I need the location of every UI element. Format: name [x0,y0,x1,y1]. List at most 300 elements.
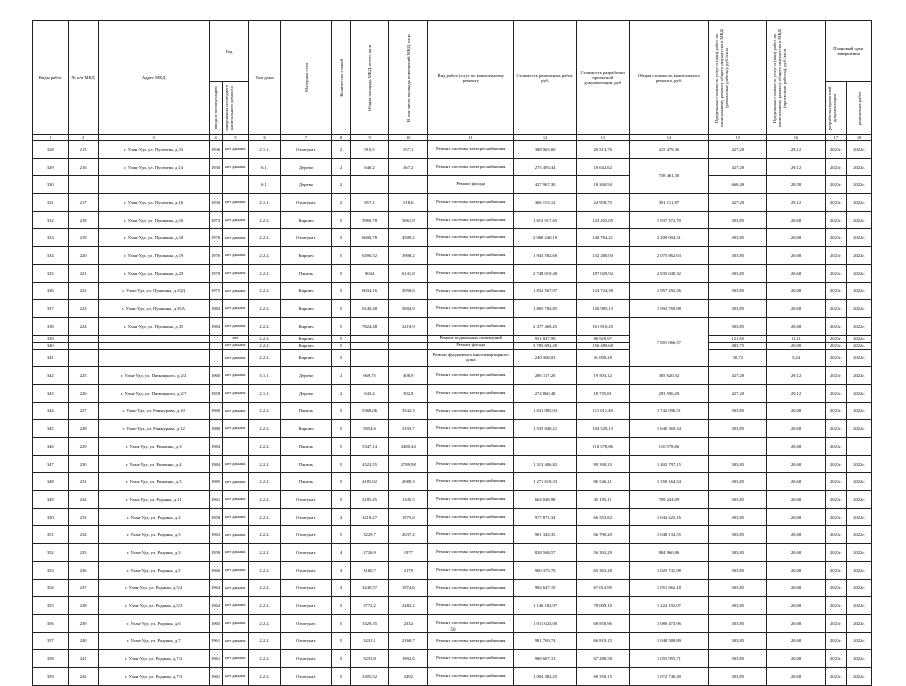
table-cell-pd: 78 009,10 [576,597,629,615]
table-cell-t: 2.2.2. [249,491,280,509]
table-cell-tot: 1 957 292,36 [629,282,709,300]
table-cell-d2: 2022г. [847,455,872,473]
table-cell-p: 3480,44 [389,438,428,456]
table-cell-l2: 20,68 [767,544,825,562]
table-cell-s: 640,2 [350,158,389,176]
table-cell-n: 231 [68,473,98,491]
table-cell-w: Ремонт системы электроснабжения [428,317,514,335]
table-cell-n: 240 [68,632,98,650]
column-number: 17 [825,135,847,141]
table-cell-l2: 20,68 [767,264,825,282]
table-cell-p: 2482,2 [389,597,428,615]
table-cell-y1: 1959 [209,544,222,562]
table-cell-pd: 24 958,75 [576,194,629,212]
table-cell-t: 2.2.2. [249,317,280,335]
table-cell-c: 1 011 623,00 [514,614,576,632]
table-cell-w: Ремонт системы электроснабжения [428,264,514,282]
table-cell-d2: 2022г. [847,384,872,402]
table-cell-w: Ремонт системы электроснабжения [428,473,514,491]
table-cell-d2: 2022г. [847,176,872,194]
table-cell-s: 643,4 [350,384,389,402]
table-cell-a: г. Улан-Удэ, ул. Пушкина, д.16 [98,211,209,229]
table-cell-f: 2 [332,367,350,385]
table-row [33,282,872,300]
table-cell-y2: нет данных [222,455,249,473]
table-cell-pd: 18 260,94 [576,176,629,194]
table-cell-d1: 2021г. [825,438,847,456]
table-cell-w: Ремонт системы электроснабжения [428,229,514,247]
table-cell-n: 229 [68,438,98,456]
table-cell-y2: нет данных [222,211,249,229]
table-cell-y1: 1964 [209,579,222,597]
table-cell-t: 2.2.2. [249,544,280,562]
table-cell-l2: 20,68 [767,508,825,526]
table-cell-d1: 2021г. [825,402,847,420]
col-header-year-commission: ввода в эксплуатацию [209,82,222,135]
table-cell-y2: нет данных [222,141,249,159]
table-cell-y2: нет данных [222,579,249,597]
table-cell-a: г. Улан-Удэ, ул. Ранжурова, д.10 [98,402,209,420]
table-cell-a: г. Улан-Удэ, ул. Родины, д.7 [98,632,209,650]
table-cell-c: 388 965,60 [514,141,576,159]
table-cell-a: г. Улан-Удэ, ул. Родины, д.5 [98,561,209,579]
table-cell-pd: 18 642,62 [576,158,629,176]
table-cell-w: Ремонт системы электроснабжения [428,632,514,650]
table-cell-f: 5 [332,229,350,247]
table-cell-w: Ремонт системы электроснабжения [428,579,514,597]
table-cell-a: г. Улан-Удэ, ул. Пушкина, д.35А [98,300,209,318]
table-cell-l1: 303,85 [709,300,767,318]
column-number: 16 [767,135,825,141]
table-cell-p: 1974,6 [389,579,428,597]
table-cell-w: Ремонт системы электроснабжения [428,247,514,265]
table-cell-y2: нет данных [222,402,249,420]
table-cell-p: 4509,2 [389,229,428,247]
table-cell-d2: 2022г. [847,367,872,385]
table-cell-tot: 1 080 473,96 [629,614,709,632]
table-cell-tot: 1 025 741,98 [629,561,709,579]
table-cell-d1: 2021г. [825,632,847,650]
table-cell-s: 5969,78 [350,211,389,229]
table-cell-c: 1 943 582,60 [514,247,576,265]
table-cell-a: г. Улан-Удэ, ул. Пушкина, д.19 [98,247,209,265]
table-cell-a: г. Улан-Удэ, ул. Родины, д.7/3 [98,667,209,685]
table-cell-f: 2 [332,141,350,159]
table-cell-pd: 68 358,15 [576,667,629,685]
table-cell-l2: 29,12 [767,194,825,212]
table-cell-pd: 66 790,20 [576,526,629,544]
table-cell-s: 3772,2 [350,597,389,615]
table-row [33,300,872,318]
table-cell-d1: 2021г. [825,158,847,176]
table-cell-l1: 303,85 [709,579,767,597]
table-cell-pd: 124 724,39 [576,282,629,300]
table-cell-w: Ремонт фасада [428,176,514,194]
column-number: 11 [428,135,514,141]
column-number: 1 [33,135,69,141]
table-cell-tot: 1 048 134,55 [629,526,709,544]
table-cell-a: г. Улан-Удэ, ул. Пятницкого, д.2/7 [98,384,209,402]
table-cell-m: Кирпич [280,342,332,349]
table-cell-tot: 1 224 192,07 [629,597,709,615]
table-cell-d2: 2022г. [847,317,872,335]
table-cell-y1: 1961 [209,667,222,685]
table-cell-v: 337 [33,300,69,318]
page-number: 50 [450,628,456,633]
table-cell-d1: 2021г. [825,491,847,509]
table-cell-tot: 1 402 797,15 [629,455,709,473]
table-cell-y2: нет данных [222,342,249,349]
table-cell-s [350,342,389,349]
table-cell-p: 3958,6 [389,282,428,300]
table-cell-y1: 1973 [209,211,222,229]
table-cell-d1: 2021г. [825,579,847,597]
table-cell-pd: 187 029,92 [576,264,629,282]
table-cell-v: 356 [33,614,69,632]
table-cell-v: 342 [33,367,69,385]
table-cell-w: Ремонт системы электроснабжения [428,300,514,318]
table-cell-d2: 2022г. [847,614,872,632]
table-cell-y2: нет данных [222,349,249,367]
table-cell-m: Панель [280,438,332,456]
table-cell-t: 2.2.2. [249,632,280,650]
table-cell-d1: 2021г. [825,176,847,194]
column-number: 4 [209,135,222,141]
table-cell-s: 5347,14 [350,438,389,456]
table-cell-d1: 2021г. [825,264,847,282]
table-cell-f: 5 [332,282,350,300]
table-cell-tot: 738 461,30 [629,158,709,193]
table-cell-w: Ремонт фасада [428,342,514,349]
table-cell-f: 2 [332,176,350,194]
table-cell-l1: 427,20 [709,141,767,159]
table-row [33,176,872,194]
table-cell-l2: 29,12 [767,384,825,402]
table-cell-f: 5 [332,597,350,615]
column-number: 18 [847,135,872,141]
table-cell-d2: 2022г. [847,420,872,438]
table-cell-w: Ремонт системы электроснабжения [428,544,514,562]
table-cell-tot: 1 072 740,40 [629,667,709,685]
table-cell-f: 2 [332,194,350,212]
table-cell-l1: 303,85 [709,526,767,544]
table-cell-p: 1975,6 [389,508,428,526]
table-cell-l2: 20,68 [767,247,825,265]
table-cell-pd: 67 014,99 [576,579,629,597]
table-cell-y2: нет данных [222,650,249,668]
table-cell-l1: 303,85 [709,264,767,282]
table-cell-v: 332 [33,211,69,229]
table-cell-t: 2.2.2. [249,508,280,526]
table-cell-y1: 1961 [209,632,222,650]
table-cell-m: Панель [280,402,332,420]
table-cell-v: 348 [33,473,69,491]
table-cell-n [68,342,98,349]
table-cell-p: 2179 [389,561,428,579]
col-header-number: № п/п МКД [68,21,98,135]
table-cell-l2: 20,68 [767,526,825,544]
col-header-limit-design: Предельная стоимость услуг и (или) работ по капитальному ремонту общего имущества в МКД (проектные работы), руб./кв.м [767,21,825,135]
table-cell-d2: 2022г. [847,491,872,509]
table-cell-f: 5 [332,335,350,342]
table-cell-y2: нет данных [222,229,249,247]
table-cell-s: 7824,48 [350,317,389,335]
table-cell-m: Отштукат. [280,650,332,668]
table-cell-f: 5 [332,300,350,318]
table-row [33,632,872,650]
table-cell-c: 951 847,99 [514,335,576,342]
table-cell-c: 1 146 182,97 [514,597,576,615]
table-row [33,349,872,367]
table-cell-p: 3103,7 [389,420,428,438]
table-cell-n: 217 [68,194,98,212]
table-cell-p: 2789,98 [389,455,428,473]
table-cell-p: 1345,5 [389,491,428,509]
table-cell-l1: 303,85 [709,544,767,562]
table-cell-y2 [222,176,249,194]
table-cell-tot: 709 244,09 [629,491,709,509]
table-cell-v: 344 [33,402,69,420]
table-cell-p: 1992,6 [389,650,428,668]
table-cell-pd: 68 850,96 [576,614,629,632]
table-cell-l1: 303,85 [709,420,767,438]
table-cell-p: 2210,9 [389,317,428,335]
table-cell-l2: 29,12 [767,367,825,385]
table-cell-l2: 20,68 [767,229,825,247]
table-cell-w: Ремонт системы электроснабжения [428,141,514,159]
table-cell-tot: 7 801 066,57 [629,317,709,366]
table-cell-s: 3160,7 [350,561,389,579]
table-cell-d1: 2021г. [825,473,847,491]
table-cell-s: 2185,45 [350,491,389,509]
table-row [33,667,872,685]
table-row [33,317,872,335]
table-cell-l2: 20,68 [767,614,825,632]
table-cell-n [68,349,98,367]
table-cell-l2: 20,68 [767,632,825,650]
table-cell-m: Отштукат. [280,526,332,544]
table-cell-c [514,438,576,456]
table-cell-m: Отштукат. [280,508,332,526]
table-cell-l1: 668,49 [709,176,767,194]
table-cell-v: 336 [33,282,69,300]
table-cell-s: 6396,52 [350,247,389,265]
table-cell-t: 2.1.1. [249,194,280,212]
table-cell-n: 232 [68,491,98,509]
table-cell-a: г. Улан-Удэ, ул. Пугачева, д.16 [98,194,209,212]
table-cell-d1: 2021г. [825,300,847,318]
table-cell-a: г. Улан-Удэ, ул. Пушкина, д.35 [98,317,209,335]
table-cell-a [98,349,209,367]
table-cell-a: г. Улан-Удэ, ул. Родины, д.3 [98,526,209,544]
table-cell-l1: 303,85 [709,614,767,632]
table-cell-w: Ремонт системы электроснабжения [428,158,514,176]
table-cell-n: 237 [68,579,98,597]
table-cell-l2: 20,68 [767,491,825,509]
table-cell-v: 355 [33,597,69,615]
table-cell-d2: 2022г. [847,211,872,229]
table-row [33,229,872,247]
table-cell-y2: нет данных [222,158,249,176]
table-cell-s: 3218,27 [350,508,389,526]
table-cell-s: 6140,48 [350,300,389,318]
table-cell-d2: 2022г. [847,667,872,685]
table-cell-w: Ремонт системы электроснабжения [428,650,514,668]
table-cell-a: г. Улан-Удэ, ул. Родины, д.5/2 [98,579,209,597]
table-cell-t: 2.2.2. [249,211,280,229]
column-number: 5 [222,135,249,141]
table-cell-y1: 1963 [209,526,222,544]
table-cell-v: 341 [33,349,69,367]
table-cell-d1: 2021г. [825,247,847,265]
table-cell-n: 224 [68,317,98,335]
table-cell-f: 5 [332,247,350,265]
table-cell-t: 2.2.2. [249,420,280,438]
table-cell-t: 2.2.2. [249,282,280,300]
table-cell-d1: 2021г. [825,597,847,615]
table-cell-m: Отштукат. [280,491,332,509]
table-cell-v: 358 [33,650,69,668]
col-header-work-kind: Вид работ/услуг по капитальному ремонту [428,21,514,135]
table-cell-a: г. Улан-Удэ, ул. Пугачева, д.14 [98,158,209,176]
table-cell-p: 1977 [389,544,428,562]
table-cell-l2: 20,00 [767,342,825,349]
table-cell-a: г. Улан-Удэ, ул. Пушкина, д.23 [98,264,209,282]
table-cell-s: 4322,55 [350,455,389,473]
table-cell-d1: 2021г. [825,342,847,349]
table-cell-p [389,342,428,349]
table-cell-w: Ремонт системы электроснабжения [428,367,514,385]
table-cell-a: г. Улан-Удэ, ул. Родины, д.5/3 [98,597,209,615]
table-row [33,158,872,176]
table-cell-m: Дерево [280,384,332,402]
table-cell-v: 346 [33,438,69,456]
table-cell-t: 2.2.2. [249,335,280,342]
table-cell-y1: 1980 [209,420,222,438]
table-cell-f: 5 [332,402,350,420]
table-cell-pd: 126 985,13 [576,300,629,318]
table-cell-t: 2.1.1. [249,384,280,402]
table-cell-c: 988 667,13 [514,650,576,668]
table-cell-c: 1 631 085,03 [514,402,576,420]
table-cell-d1: 2021г. [825,317,847,335]
table-cell-d1: 2021г. [825,349,847,367]
table-cell-d2: 2022г. [847,335,872,342]
table-cell-a [98,176,209,194]
col-header-deadline-repair: ремонтных работ [847,82,872,135]
table-cell-n: 236 [68,561,98,579]
table-cell-n: 222 [68,282,98,300]
table-cell-y1: 1936 [209,141,222,159]
table-cell-p: 2332 [389,614,428,632]
table-cell-l1: 30,72 [709,349,767,367]
col-header-limit-repair: Предельная стоимость услуг и (или) работ по капитальному ремонту общего имущества в МКД (ремонтные работы), руб./кв.м [709,21,767,135]
table-cell-l1: 303,85 [709,650,767,668]
table-cell-t: 2.2.2. [249,561,280,579]
table-cell-d2: 2022г. [847,349,872,367]
table-cell-w: Ремонт системы электроснабжения [428,282,514,300]
table-cell-pd: 110 578,86 [576,438,629,456]
table-cell-s: 2726,9 [350,544,389,562]
col-header-repair-cost: Стоимость ремонтных работ, руб. [514,21,576,135]
table-cell-pd: 86 546,21 [576,473,629,491]
table-cell-pd: 19 503,12 [576,367,629,385]
table-cell-t: 2.2.2. [249,473,280,491]
table-cell-a: г. Улан-Удэ, ул. Пушкина, д.18 [98,229,209,247]
table-cell-t: 2.2.2. [249,650,280,668]
table-cell-f: 4 [332,561,350,579]
table-row [33,420,872,438]
table-row [33,473,872,491]
table-cell-tot: 1 992 769,98 [629,300,709,318]
table-cell-y2: нет данных [222,194,249,212]
table-cell-t: 2.2.2. [249,229,280,247]
col-header-year-last-repair: завершения последнего капитального ремонта [222,82,249,135]
table-cell-l1: 303,85 [709,632,767,650]
table-cell-n: 230 [68,455,98,473]
repair-plan-table [32,20,872,686]
table-cell-tot: 884 960,86 [629,544,709,562]
table-cell-l2: 20,68 [767,597,825,615]
table-cell-l1: 303,85 [709,597,767,615]
table-cell-f: 5 [332,420,350,438]
table-cell-a: г. Улан-Удэ, ул. Пугачева, д.33 [98,141,209,159]
table-cell-c: 1 004 382,25 [514,667,576,685]
table-cell-y2: нет данных [222,667,249,685]
table-cell-y1: 1958 [209,384,222,402]
table-cell-d2: 2022г. [847,632,872,650]
table-cell-tot: 1 044 425,16 [629,508,709,526]
table-row [33,491,872,509]
table-cell-m: Кирпич [280,335,332,342]
table-cell-a [98,335,209,342]
table-cell-m: Дерево [280,158,332,176]
table-cell-s: 3329,35 [350,614,389,632]
table-cell-m: Отштукат. [280,229,332,247]
table-cell-a [98,342,209,349]
table-row [33,561,872,579]
table-cell-y1: 1984 [209,438,222,456]
table-cell-f: 4 [332,508,350,526]
table-row [33,597,872,615]
table-row [33,264,872,282]
col-header-design-cost: Стоимость разработки проектной документации, руб [576,21,629,135]
table-cell-d2: 2022г. [847,597,872,615]
table-cell-f: 5 [332,473,350,491]
table-cell-y1 [209,176,222,194]
table-row [33,508,872,526]
table-cell-n: 223 [68,300,98,318]
table-cell-v: 347 [33,455,69,473]
table-cell-w: Ремонт системы электроснабжения [428,508,514,526]
table-cell-s [350,349,389,367]
table-cell-n: 227 [68,402,98,420]
table-cell-tot: 305 620,32 [629,367,709,385]
table-cell-v: 331 [33,194,69,212]
table-cell-d2: 2022г. [847,158,872,176]
column-number: 13 [576,135,629,141]
column-number: 9 [350,135,389,141]
table-cell-y1: 1960 [209,561,222,579]
table-cell-l2: 20,68 [767,317,825,335]
table-cell-y2 [222,438,249,456]
table-cell-v: 352 [33,544,69,562]
table-cell-v: 359 [33,667,69,685]
table-cell-c: 286 117,20 [514,367,576,385]
table-cell-p [389,335,428,342]
table-row [33,526,872,544]
col-header-total-area: Общая площадь МКД, всего, кв.м [350,21,389,135]
